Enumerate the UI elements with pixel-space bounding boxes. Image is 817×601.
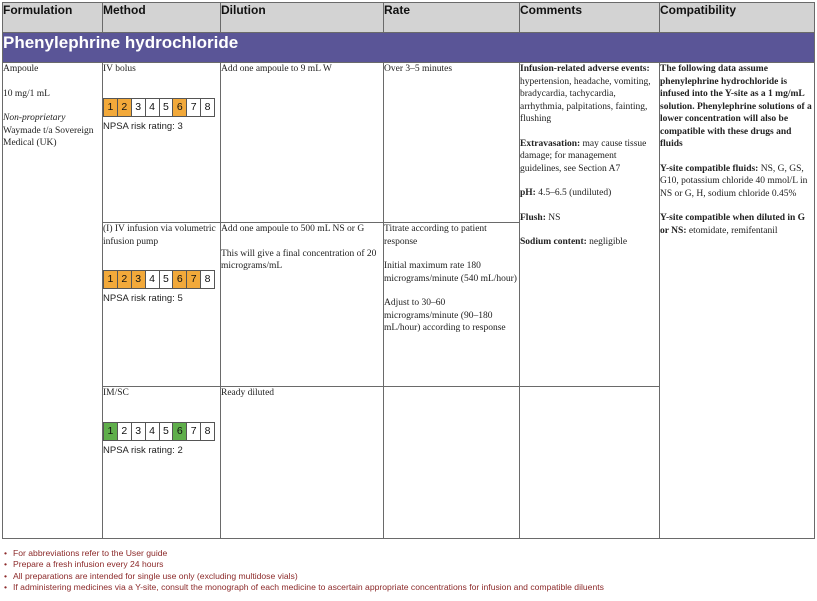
drug-title-row (3, 33, 815, 63)
risk-rating-text: NPSA risk rating: 3 (103, 120, 183, 132)
risk-box-1: 1 (104, 423, 118, 440)
comments-cell (520, 63, 660, 387)
risk-box-8: 8 (201, 271, 214, 288)
risk-box-5: 5 (160, 99, 174, 116)
risk-box-5: 5 (160, 423, 174, 440)
risk-scale-iv-infusion (103, 270, 215, 289)
risk-box-6: 6 (173, 99, 187, 116)
method-cell-iv-infusion (103, 223, 221, 387)
compatibility-diluted-label: Y-site compatible when diluted in G or NS: (660, 213, 806, 236)
comment-extravasation-label: Extravasation: (520, 138, 581, 149)
header-method: Method (103, 3, 221, 33)
risk-box-8: 8 (201, 423, 214, 440)
method-cell-im-sc (103, 387, 221, 539)
dilution-text: Add one ampoule to 500 mL NS or G (221, 224, 365, 234)
dilution-text: Add one ampoule to 9 mL W (221, 64, 332, 74)
footnotes (4, 548, 812, 594)
risk-box-4: 4 (146, 99, 160, 116)
risk-box-1: 1 (104, 271, 118, 288)
compatibility-diluted-text: etomidate, remifentanil (688, 225, 778, 236)
monograph-table (2, 2, 815, 539)
compatibility-fluids-label: Y-site compatible fluids: (660, 163, 759, 174)
method-cell-iv-bolus (103, 63, 221, 223)
footnote-item: • For abbreviations refer to the User guide (4, 548, 812, 559)
compatibility-diluted (660, 212, 814, 237)
risk-scale-im-sc (103, 422, 215, 441)
risk-box-6: 6 (173, 423, 187, 440)
method-name: IV bolus (103, 64, 136, 74)
risk-scale-iv-bolus (103, 98, 215, 117)
header-row (3, 3, 815, 33)
rate-text: Initial maximum rate 180 micrograms/minute (540 mL/hour) (384, 261, 517, 284)
risk-box-7: 7 (187, 99, 201, 116)
rate-text: Over 3–5 minutes (384, 64, 453, 74)
rate-cell-iv-bolus (384, 63, 520, 223)
risk-rating-text: NPSA risk rating: 2 (103, 444, 183, 456)
risk-box-3: 3 (132, 423, 146, 440)
comment-ph (520, 187, 659, 200)
comment-ph-label: pH: (520, 188, 536, 198)
risk-box-1: 1 (104, 99, 118, 116)
comment-flush-text: NS (548, 212, 561, 223)
compatibility-fluids-text: NS, G, GS, G10, potassium chloride 40 mmol/L in NS or G, H, sodium chloride 0.45% (660, 163, 808, 199)
formulation-type: Ampoule (3, 64, 39, 74)
risk-box-2: 2 (118, 423, 132, 440)
dilution-cell-iv-bolus (221, 63, 384, 223)
risk-box-7: 7 (187, 271, 201, 288)
header-dilution: Dilution (221, 3, 384, 33)
comment-sodium (520, 236, 659, 249)
comment-flush-label: Flush: (520, 212, 546, 223)
header-formulation: Formulation (3, 3, 103, 33)
dilution-cell-iv-infusion (221, 223, 384, 387)
risk-box-3: 3 (132, 99, 146, 116)
comment-infusion-events (520, 63, 659, 126)
method-row-iv-bolus (3, 63, 815, 223)
comments-cell-empty (520, 387, 660, 539)
monograph-sheet (2, 2, 814, 541)
comment-ph-text: 4.5–6.5 (undiluted) (538, 188, 612, 198)
formulation-strength: 10 mg/1 mL (3, 88, 50, 99)
risk-box-4: 4 (146, 271, 160, 288)
rate-text: Titrate according to patient response (384, 224, 487, 247)
comment-sodium-text: negligible (589, 237, 628, 247)
risk-box-2: 2 (118, 271, 132, 288)
risk-rating-text: NPSA risk rating: 5 (103, 293, 183, 304)
dilution-cell-im-sc (221, 387, 384, 539)
footnote-item: • Prepare a fresh infusion every 24 hours (4, 559, 812, 570)
comment-infusion-label: Infusion-related adverse events: (520, 64, 650, 74)
risk-box-3: 3 (132, 271, 146, 288)
header-compatibility: Compatibility (660, 3, 815, 33)
comment-extravasation (520, 138, 659, 176)
method-name: IM/SC (103, 388, 129, 398)
compatibility-fluids (660, 163, 814, 201)
formulation-cell (3, 63, 103, 539)
dilution-text: This will give a final concentration of 20 micrograms/mL (221, 248, 377, 271)
risk-box-2: 2 (118, 99, 132, 116)
rate-text: Adjust to 30–60 micrograms/minute (90–180 mL/hour) according to response (384, 298, 506, 333)
comment-extravasation-text: may cause tissue damage; for management guidelines, see Section A7 (520, 138, 647, 174)
compatibility-intro: The following data assume phenylephrine hydrochloride is infused into the Y-site as a 1 mg/mL solution. Phenylephrine solutions of a lower concentration will also be compatible with these drugs and fluids (660, 64, 812, 149)
compatibility-cell (660, 63, 815, 539)
formulation-note: Non-proprietary (3, 113, 66, 123)
rate-cell-im-sc (384, 387, 520, 539)
footnote-item: • If administering medicines via a Y-site, consult the monograph of each medicine to ascertain appropriate concentrations for infusion and compatible diluents (4, 582, 812, 593)
method-name: (I) IV infusion via volumetric infusion pump (103, 224, 216, 247)
risk-box-4: 4 (146, 423, 160, 440)
rate-cell-iv-infusion (384, 223, 520, 387)
dilution-text: Ready diluted (221, 388, 275, 398)
header-rate: Rate (384, 3, 520, 33)
comment-flush (520, 212, 659, 225)
drug-title: Phenylephrine hydrochloride (3, 33, 815, 63)
risk-box-7: 7 (187, 423, 201, 440)
formulation-manufacturer: Waymade t/a Sovereign Medical (UK) (3, 125, 94, 148)
comment-sodium-label: Sodium content: (520, 237, 587, 247)
risk-box-5: 5 (160, 271, 174, 288)
risk-box-6: 6 (173, 271, 187, 288)
footnote-item: • All preparations are intended for single use only (excluding multidose vials) (4, 571, 812, 582)
comment-infusion-text: hypertension, headache, vomiting, bradycardia, tachycardia, arrhythmia, palpitations, fainting, flushing (520, 76, 651, 124)
header-comments: Comments (520, 3, 660, 33)
risk-box-8: 8 (201, 99, 214, 116)
